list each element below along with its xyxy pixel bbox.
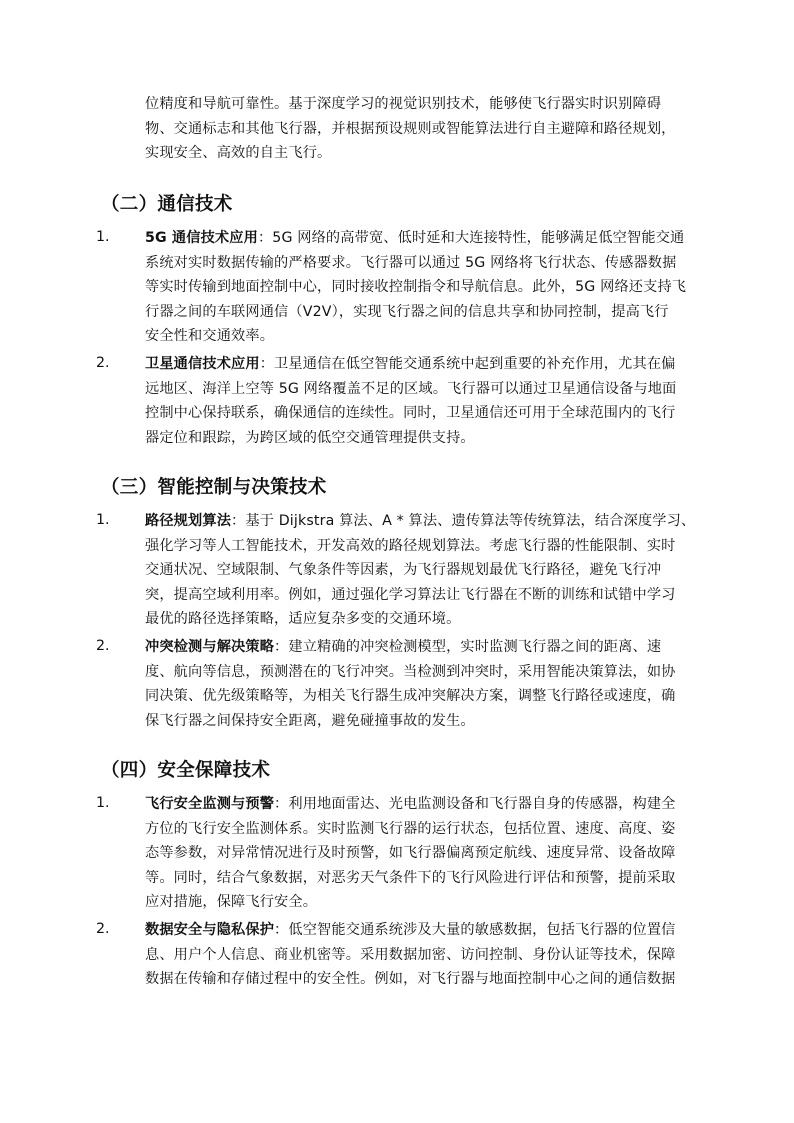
item-line: 系统对实时数据传输的严格要求。飞行器可以通过 5G 网络将飞行状态、传感器数据 [145,254,677,271]
item-line: 等。同时，结合气象数据，对恶劣天气条件下的飞行风险进行评估和预警，提前采取 [145,869,676,886]
item-title: 数据安全与隐私保护 [145,922,275,938]
item-line: 应对措施，保障飞行安全。 [145,894,318,911]
item-title: 路径规划算法 [145,513,232,529]
intro-line: 位精度和导航可靠性。基于深度学习的视觉识别技术，能够使飞行器实时识别障碍 [145,96,662,112]
item-line: 最优的路径选择策略，适应复杂多变的交通环境。 [145,611,461,628]
list-item-5g [145,226,702,349]
item-line: 远地区、海洋上空等 5G 网络覆盖不足的区域。飞行器可以通过卫星通信设备与地面 [145,380,677,397]
item-line: 态等参数，对异常情况进行及时预警，如飞行器偏离预定航线、速度异常、设备故障 [145,845,676,862]
item-line: 度、航向等信息，预测潜在的飞行冲突。当检测到冲突时，采用智能决策算法，如协 [145,663,676,680]
item-text: ：建立精确的冲突检测模型，实时监测飞行器之间的距离、速 [274,639,662,655]
item-title: 卫星通信技术应用 [145,356,260,372]
item-line: 方位的飞行安全监测体系。实时监测飞行器的运行状态，包括位置、速度、高度、姿 [145,820,676,837]
list-number: 1. [96,795,110,811]
item-title: 5G 通信技术应用 [145,230,258,246]
intro-paragraph [145,92,702,166]
item-line: 息、用户个人信息、商业机密等。采用数据加密、访问控制、身份认证等技术，保障 [145,946,676,963]
item-text: ：低空智能交通系统涉及大量的敏感数据，包括飞行器的位置信 [274,922,676,938]
intro-line: 实现安全、高效的自主飞行。 [145,145,332,162]
item-line: 数据在传输和存储过程中的安全性。例如，对飞行器与地面控制中心之间的通信数据 [145,971,676,988]
intro-line: 物、交通标志和其他飞行器，并根据预设规则或智能算法进行自主避障和路径规划， [145,120,676,137]
list-number: 1. [96,229,110,245]
list-item-data-security [145,918,702,992]
item-text: ：利用地面雷达、光电监测设备和飞行器自身的传感器，构建全 [274,796,676,812]
list-number: 2. [96,921,110,937]
item-line: 安全性和交通效率。 [145,328,275,345]
list-number: 2. [96,355,110,371]
item-line: 控制中心保持联系，确保通信的连续性。同时，卫星通信还可用于全球范围内的飞行 [145,405,676,422]
list-item-conflict-detection [145,635,702,733]
item-text: ：卫星通信在低空智能交通系统中起到重要的补充作用，尤其在偏 [259,356,676,372]
item-line: 保飞行器之间保持安全距离，避免碰撞事故的发生。 [145,712,475,729]
item-line: 等实时传输到地面控制中心，同时接收控制指令和导航信息。此外，5G 网络还支持飞 [145,279,687,296]
item-text: ：基于 Dijkstra 算法、A * 算法、遗传算法等传统算法，结合深度学习、 [231,513,696,529]
item-line: 器定位和跟踪，为跨区域的低空交通管理提供支持。 [145,429,475,446]
section-heading-communication: （二）通信技术 [101,194,233,215]
list-item-path-planning [145,509,702,632]
list-item-satellite [145,352,702,450]
section-heading-intelligent-control: （三）智能控制与决策技术 [101,477,327,498]
item-title: 飞行安全监测与预警 [145,796,275,812]
list-number: 2. [96,638,110,654]
item-line: 突，提高空域利用率。例如，通过强化学习算法让飞行器在不断的训练和试错中学习 [145,586,676,603]
item-title: 冲突检测与解决策略 [145,639,275,655]
item-line: 交通状况、空域限制、气象条件等因素，为飞行器规划最优飞行路径，避免飞行冲 [145,562,662,579]
list-number: 1. [96,512,110,528]
item-text: ：5G 网络的高带宽、低时延和大连接特性，能够满足低空智能交通 [257,230,685,246]
list-item-flight-safety [145,792,702,915]
item-line: 同决策、优先级策略等，为相关飞行器生成冲突解决方案，调整飞行路径或速度，确 [145,688,676,705]
section-heading-safety: （四）安全保障技术 [101,760,271,781]
item-line: 行器之间的车联网通信（V2V），实现飞行器之间的信息共享和协同控制，提高飞行 [145,303,669,320]
item-line: 强化学习等人工智能技术，开发高效的路径规划算法。考虑飞行器的性能限制、实时 [145,537,676,554]
